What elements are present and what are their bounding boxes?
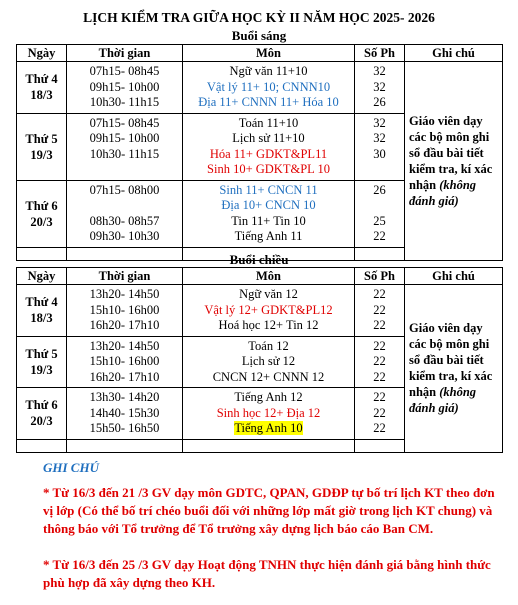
subject: Sinh 10+ GDKT&PL 10 bbox=[207, 162, 330, 176]
rooms-cell bbox=[355, 180, 405, 247]
time-slot: 14h40- 15h30 bbox=[89, 405, 160, 420]
subject: Vật lý 12+ GDKT&PL12 bbox=[204, 302, 333, 317]
time-slot: 07h15- 08h00 bbox=[89, 182, 160, 197]
room-count: 26 bbox=[373, 95, 386, 109]
header-subject: Môn bbox=[183, 268, 355, 285]
time-cell bbox=[67, 180, 183, 247]
room-count: 22 bbox=[373, 354, 386, 368]
day-label: Thứ 4 bbox=[25, 72, 58, 87]
time-slot: 10h30- 11h15 bbox=[89, 95, 160, 109]
room-count: 25 bbox=[373, 213, 386, 228]
subject: Lịch sử 12 bbox=[241, 354, 296, 368]
rooms-cell bbox=[355, 62, 405, 114]
time-cell bbox=[67, 285, 183, 337]
rooms-cell bbox=[355, 388, 405, 440]
room-count: 22 bbox=[373, 302, 386, 317]
room-count: 32 bbox=[373, 64, 386, 78]
header-rooms: Số Ph bbox=[355, 268, 405, 285]
time-cell bbox=[67, 336, 183, 388]
time-cell bbox=[67, 388, 183, 440]
morning-schedule-table bbox=[16, 44, 503, 261]
header-rooms: Số Ph bbox=[355, 45, 405, 62]
afternoon-caption: Buổi chiều bbox=[229, 252, 289, 267]
note-text: Giáo viên dạy các bộ môn ghi sổ đầu bài tiết kiểm tra, kí xác nhận bbox=[409, 113, 493, 192]
subject: Hóa 11+ GDKT&PL11 bbox=[209, 146, 328, 161]
header-subject: Môn bbox=[183, 45, 355, 62]
day-label: Thứ 5 bbox=[25, 131, 58, 146]
time-cell bbox=[67, 62, 183, 114]
time-slot: 16h20- 17h10 bbox=[89, 318, 160, 332]
time-slot: 07h15- 08h45 bbox=[89, 64, 160, 78]
subject-cell bbox=[183, 180, 355, 247]
day-cell bbox=[17, 180, 67, 247]
subject: Ngữ văn 12 bbox=[239, 287, 298, 301]
table-row bbox=[17, 285, 503, 337]
subject: Toán 11+10 bbox=[238, 115, 299, 130]
room-count: 26 bbox=[373, 182, 386, 197]
time-slot: 09h15- 10h00 bbox=[89, 131, 160, 145]
note-italic: (không đánh giá) bbox=[409, 177, 477, 208]
date-label: 18/3 bbox=[30, 88, 53, 103]
subject-cell bbox=[183, 285, 355, 337]
time-slot: 09h30- 10h30 bbox=[89, 229, 160, 243]
notes-heading: GHI CHÚ bbox=[43, 460, 99, 475]
date-label: 18/3 bbox=[30, 311, 53, 326]
header-time: Thời gian bbox=[67, 45, 183, 62]
table-header-row bbox=[17, 268, 503, 285]
day-cell bbox=[17, 285, 67, 337]
room-count: 30 bbox=[373, 146, 386, 161]
room-count: 22 bbox=[373, 390, 386, 404]
time-slot: 07h15- 08h45 bbox=[89, 115, 160, 130]
time-slot: 15h50- 16h50 bbox=[89, 421, 160, 435]
rooms-cell bbox=[355, 336, 405, 388]
time-slot: 10h30- 11h15 bbox=[89, 146, 160, 161]
note-cell bbox=[405, 285, 503, 453]
note-item-2: * Từ 16/3 đến 25 /3 GV dạy Hoạt động TNHN thực hiện đánh giá bằng hình thức phù hợp đã xây dựng theo KH. bbox=[43, 557, 491, 590]
subject: CNCN 12+ CNNN 12 bbox=[212, 369, 325, 384]
room-count: 32 bbox=[373, 115, 386, 130]
time-slot: 15h10- 16h00 bbox=[89, 302, 160, 317]
table-row bbox=[17, 62, 503, 114]
subject: Sinh học 12+ Địa 12 bbox=[216, 405, 321, 420]
subject: Tiếng Anh 11 bbox=[234, 229, 303, 243]
date-label: 19/3 bbox=[30, 147, 53, 162]
subject: Địa 11+ CNNN 11+ Hóa 10 bbox=[198, 95, 339, 109]
room-count: 32 bbox=[373, 131, 386, 145]
date-label: 20/3 bbox=[30, 214, 53, 229]
time-slot: 16h20- 17h10 bbox=[89, 369, 160, 384]
date-label: 19/3 bbox=[30, 362, 53, 377]
header-time: Thời gian bbox=[67, 268, 183, 285]
header-note: Ghi chú bbox=[405, 45, 503, 62]
time-slot: 13h20- 14h50 bbox=[89, 338, 160, 353]
time-slot: 15h10- 16h00 bbox=[89, 354, 160, 368]
room-count: 22 bbox=[373, 338, 386, 353]
day-label: Thứ 5 bbox=[25, 346, 58, 361]
time-slot: 08h30- 08h57 bbox=[89, 213, 160, 228]
header-day: Ngày bbox=[17, 45, 67, 62]
rooms-cell bbox=[355, 113, 405, 180]
time-cell bbox=[67, 113, 183, 180]
header-note: Ghi chú bbox=[405, 268, 503, 285]
subject-cell bbox=[183, 62, 355, 114]
time-slot: 09h15- 10h00 bbox=[89, 79, 160, 94]
subject: Tin 11+ Tin 10 bbox=[231, 213, 306, 228]
room-count: 22 bbox=[373, 287, 386, 301]
subject-highlighted: Tiếng Anh 10 bbox=[234, 421, 303, 435]
subject-cell bbox=[183, 336, 355, 388]
page-title: LỊCH KIỂM TRA GIỮA HỌC KỲ II NĂM HỌC 2025- 2026 bbox=[83, 10, 435, 25]
room-count: 22 bbox=[373, 421, 386, 435]
subject-cell bbox=[183, 113, 355, 180]
rooms-cell bbox=[355, 285, 405, 337]
day-cell bbox=[17, 62, 67, 114]
subject: Tiếng Anh 12 bbox=[234, 390, 303, 404]
room-count: 22 bbox=[373, 229, 386, 243]
day-cell bbox=[17, 336, 67, 388]
subject: Lịch sử 11+10 bbox=[232, 131, 305, 145]
subject: Vật lý 11+ 10; CNNN10 bbox=[206, 79, 331, 94]
room-count: 22 bbox=[373, 405, 386, 420]
subject: Ngữ văn 11+10 bbox=[229, 64, 308, 78]
time-slot: 13h30- 14h20 bbox=[89, 390, 160, 404]
note-text: Giáo viên dạy các bộ môn ghi sổ đầu bài tiết kiểm tra, kí xác nhận bbox=[409, 321, 493, 400]
subject: Hoá học 12+ Tin 12 bbox=[218, 318, 319, 332]
note-item-1: * Từ 16/3 đến 21 /3 GV dạy môn GDTC, QPAN, GDĐP tự bố trí lịch KT theo đơn vị lớp (Có thể bố trí chéo buổi đối với những lớp mất giờ trong lịch KT chung) và thông báo với Tổ trưởng để Tổ trưởng xây dựng lịch báo cáo Ban CM. bbox=[43, 485, 495, 536]
date-label: 20/3 bbox=[30, 414, 53, 429]
day-cell bbox=[17, 388, 67, 440]
day-cell bbox=[17, 113, 67, 180]
subject: Địa 10+ CNCN 10 bbox=[221, 198, 316, 212]
room-count: 22 bbox=[373, 369, 386, 384]
header-day: Ngày bbox=[17, 268, 67, 285]
day-label: Thứ 6 bbox=[25, 398, 58, 413]
afternoon-schedule-table bbox=[16, 267, 503, 453]
room-count: 32 bbox=[373, 79, 386, 94]
day-label: Thứ 6 bbox=[25, 198, 58, 213]
room-count: 22 bbox=[373, 318, 386, 332]
note-cell bbox=[405, 62, 503, 261]
table-header-row bbox=[17, 45, 503, 62]
morning-caption: Buổi sáng bbox=[231, 28, 287, 43]
note-italic: (không đánh giá) bbox=[409, 385, 477, 416]
day-label: Thứ 4 bbox=[25, 295, 58, 310]
subject-cell bbox=[183, 388, 355, 440]
time-slot: 13h20- 14h50 bbox=[89, 287, 160, 301]
subject: Sinh 11+ CNCN 11 bbox=[219, 182, 318, 197]
subject: Toán 12 bbox=[248, 338, 289, 353]
